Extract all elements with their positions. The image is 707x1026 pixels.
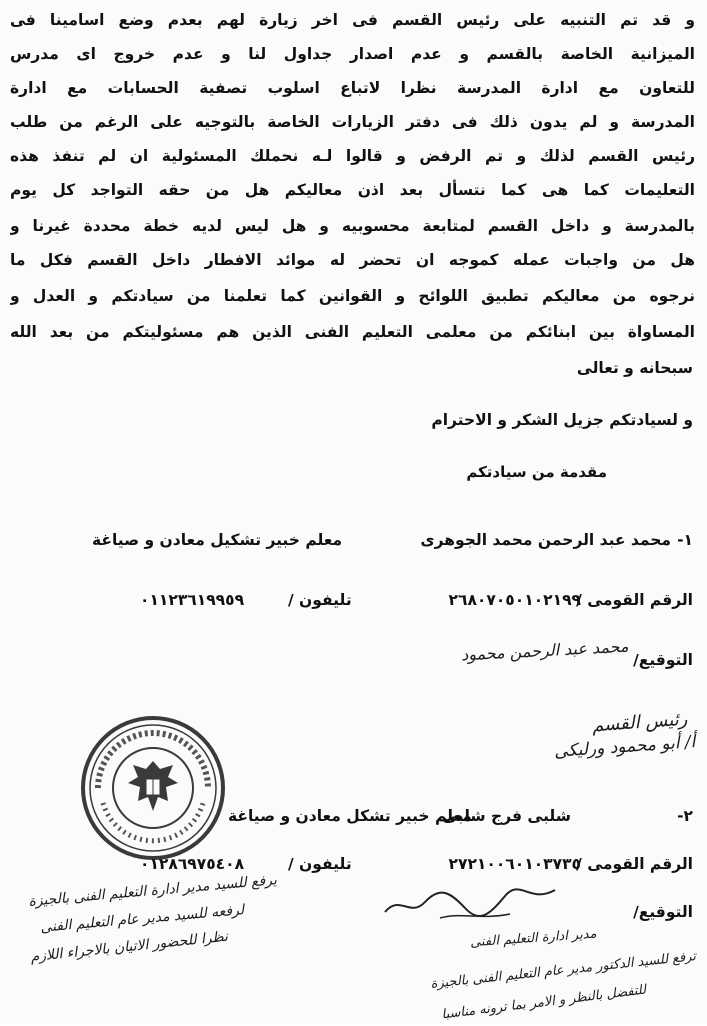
person2-signature-icon: [380, 884, 560, 924]
submitted-by: مقدمة من سيادتكم: [466, 463, 607, 481]
person2-id-label: الرقم القومى /: [576, 855, 693, 873]
body-line-4: المدرسة و لم يدون ذلك فى دفتر الزيارات الخاصة بالتوجيه على الرغم من طلب: [10, 113, 695, 131]
person2-id-value: ٢٧٢١٠٠٦٠١٠٣٧٣٥: [448, 855, 581, 873]
person1-id-value: ٢٦٨٠٧٠٥٠١٠٢١٩٩: [448, 591, 581, 609]
person2-signature-label: التوقيع/: [633, 903, 693, 921]
person2-index: ٢-: [677, 807, 693, 825]
body-line-8: هل من واجبات عمله كموجه ان تحضر له موائد الافطار داخل القسم فكل ما: [10, 251, 695, 269]
body-line-1: و قد تم التنبيه على رئيس القسم فى اخر زيارة لهم بعدم وضع اسامينا فى: [10, 11, 695, 29]
body-line-9: نرجوه من معاليكم تطبيق اللوائح و القوانين كما تعلمنا من سيادتكم و العدل و: [10, 287, 695, 305]
official-stamp-icon: [78, 713, 228, 863]
person1-name: محمد عبد الرحمن محمد الجوهرى: [420, 531, 671, 549]
body-line-10: المساواة بين ابنائكم من معلمى التعليم الفنى الذين هم مسئوليتكم من بعد الله: [10, 323, 695, 341]
body-line-6: التعليمات كما هى كما نتسأل بعد اذن معاليكم هل من حقه التواجد كل يوم: [10, 181, 695, 199]
person2-name: شلبى فرج شلبى.: [436, 807, 571, 825]
person1-signature-label: التوقيع/: [633, 651, 693, 669]
hand-note-right-3: للتفضل بالنظر و الامر بما ترونه مناسبا: [440, 982, 648, 1023]
body-line-11: سبحانه و تعالى: [576, 359, 693, 377]
hand-note-left-3: نظرا للحضور الاتيان بالاجراء اللازم: [29, 928, 229, 966]
hand-note-right-1: مدير ادارة التعليم الفنى: [469, 926, 598, 951]
body-line-3: للتعاون مع ادارة المدرسة نظرا لاتباع اسلوب تصفية الحسابات مع ادارة: [10, 79, 695, 97]
hand-note-right-2: ترفع للسيد الدكتور مدير عام التعليم الفنى بالجيزة: [430, 949, 698, 992]
person1-title: معلم خبير تشكيل معادن و صياغة: [92, 531, 343, 549]
body-line-7: بالمدرسة و داخل القسم لمتابعة محسوبيه و هل ليس لديه خطة محددة غيرنا و: [10, 217, 695, 235]
person2-phone-label: تليفون /: [288, 855, 352, 873]
body-line-5: رئيس القسم لذلك و تم الرفض و قالوا لـه نحملك المسئولية ان لم تنفذ هذه: [10, 147, 695, 165]
person1-signature: محمد عبد الرحمن محمود: [460, 636, 630, 665]
person2-title: معلم خبير تشكل معادن و صياغة: [228, 807, 472, 825]
person1-phone-label: تليفون /: [288, 591, 352, 609]
hand-note-left-1: يرفع للسيد مدير ادارة التعليم الفنى بالجيزة: [27, 872, 278, 910]
person1-id-label: الرقم القومى /: [576, 591, 693, 609]
person2-phone-value: ٠١٢٨٦٩٧٥٤٠٨: [140, 855, 245, 873]
dept-head-name: أ/ أبو محمود ورليكى: [553, 732, 696, 762]
dept-head-title: رئيس القسم: [590, 708, 688, 737]
body-line-2: الميزانية الخاصة بالقسم و عدم اصدار جداول لنا و عدم خروج اى مدرس: [10, 45, 695, 63]
closing-line: و لسيادتكم جزيل الشكر و الاحترام: [431, 411, 693, 429]
person1-phone-value: ٠١١٢٣٦١٩٩٥٩: [140, 591, 245, 609]
person1-index: ١-: [677, 531, 693, 549]
hand-note-left-2: لرفعه للسيد مدير عام التعليم الفنى: [39, 902, 245, 936]
